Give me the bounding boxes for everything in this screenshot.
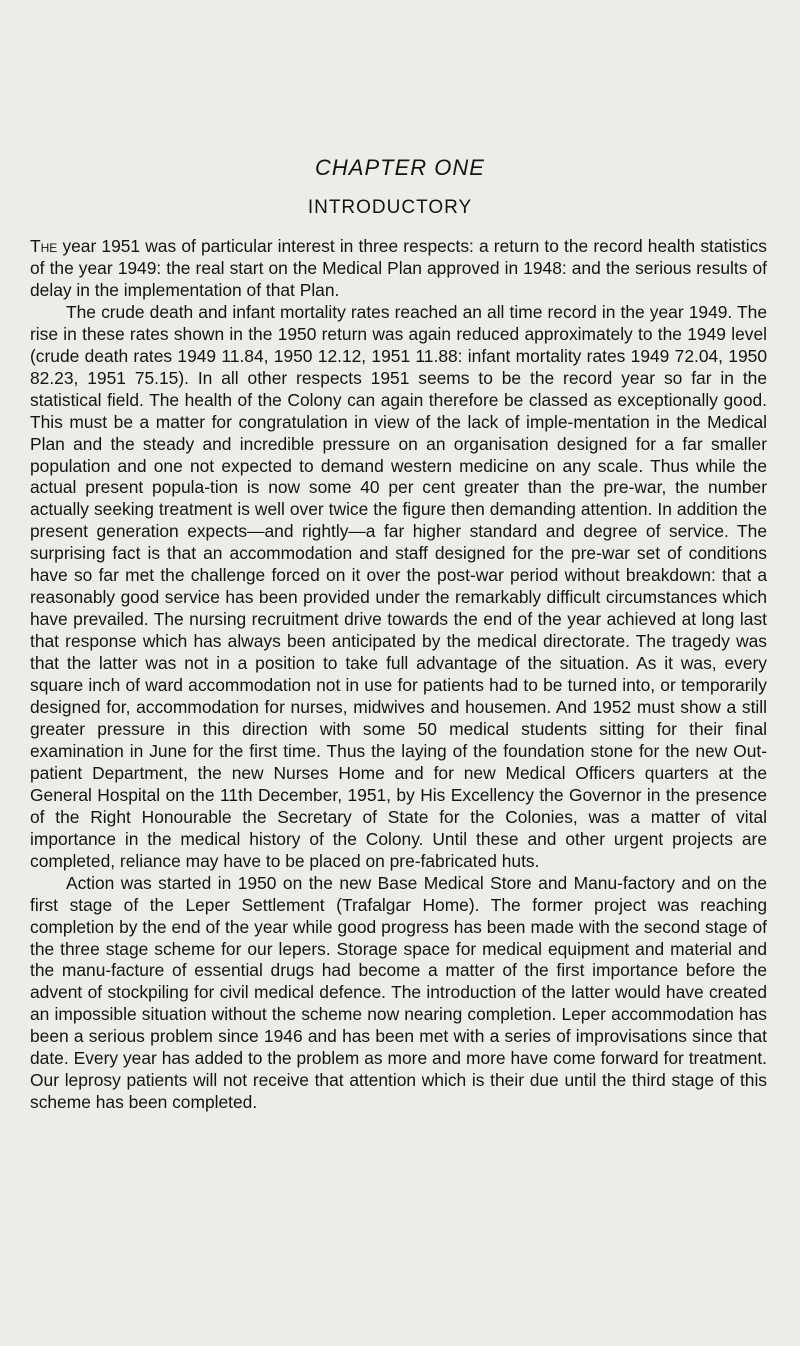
paragraph-3: Action was started in 1950 on the new Base Medical Store and Manu-factory and on the first stage of the Leper Settlement (Trafalgar Home). The former project was reaching completion by the end of the year while good progress has been made with the second stage of the three stage scheme for our lepers. Storage space for medical equipment and material and the manu-facture of essential drugs had become a matter of the first importance before the advent of stockpiling for civil medical defence. The introduction of the latter would have created an impossible situation without the scheme now nearing completion. Leper accommodation has been a serious problem since 1946 and has been met with a series of improvisations since that date. Every year has added to the problem as more and more have come forward for treatment. Our leprosy patients will not receive that attention which is their due until the third stage of this scheme has been completed. — [30, 872, 767, 1113]
chapter-heading: CHAPTER ONE — [315, 155, 485, 180]
chapter-title: INTRODUCTORY — [307, 197, 473, 218]
paragraph-1 — [30, 236, 767, 302]
paragraph-2: The crude death and infant mortality rates reached an all time record in the year 1949. The rise in these rates shown in the 1950 return was again reduced approximately to the 1949 level (crude death rates 1949 11.84, 1950 12.12, 1951 11.88: infant mortality rates 1949 72.04, 1950 82.23, 1951 75.15). In all other respects 1951 seems to be the record year so far in the statistical field. The health of the Colony can again therefore be classed as exceptionally good. This must be a matter for congratulation in view of the lack of imple-mentation in the Medical Plan and the steady and incredible pressure on an organisation designed for a far smaller population and one not expected to demand western medicine on any scale. Thus while the actual present popula-tion is now some 40 per cent greater than the pre-war, the number actually seeking treatment is well over twice the figure then demanding attention. In addition the present generation expects—and rightly—a far higher standard and degree of service. The surprising fact is that an accommodation and staff designed for the pre-war set of conditions have so far met the challenge forced on it over the post-war period without breakdown: that a reasonably good service has been provided under the remarkably difficult circumstances which have prevailed. The nursing recruitment drive towards the end of the year achieved at long last that response which has always been anticipated by the medical directorate. The tragedy was that the latter was not in a position to take full advantage of the situation. As it was, every square inch of ward accommodation not in use for patients had to be turned into, or temporarily designed for, accommodation for nurses, midwives and housemen. And 1952 must show a still greater pressure in this direction with some 50 medical students sitting for their final examination in June for the first time. Thus the laying of the foundation stone for the new Out-patient Department, the new Nurses Home and for new Medical Officers quarters at the General Hospital on the 11th December, 1951, by His Excellency the Governor in the presence of the Right Honourable the Secretary of State for the Colonies, was a matter of vital importance in the medical history of the Colony. Until these and other urgent projects are completed, reliance may have to be placed on pre-fabricated huts. — [30, 301, 767, 871]
paragraph-1-lead: The — [30, 236, 58, 256]
chapter-body — [30, 236, 767, 1114]
paragraph-1-text: year 1951 was of particular interest in three respects: a return to the record health statistics of the year 1949: the real start on the Medical Plan approved in 1948: and the serious results of delay in the implementation of that Plan. — [30, 236, 767, 300]
